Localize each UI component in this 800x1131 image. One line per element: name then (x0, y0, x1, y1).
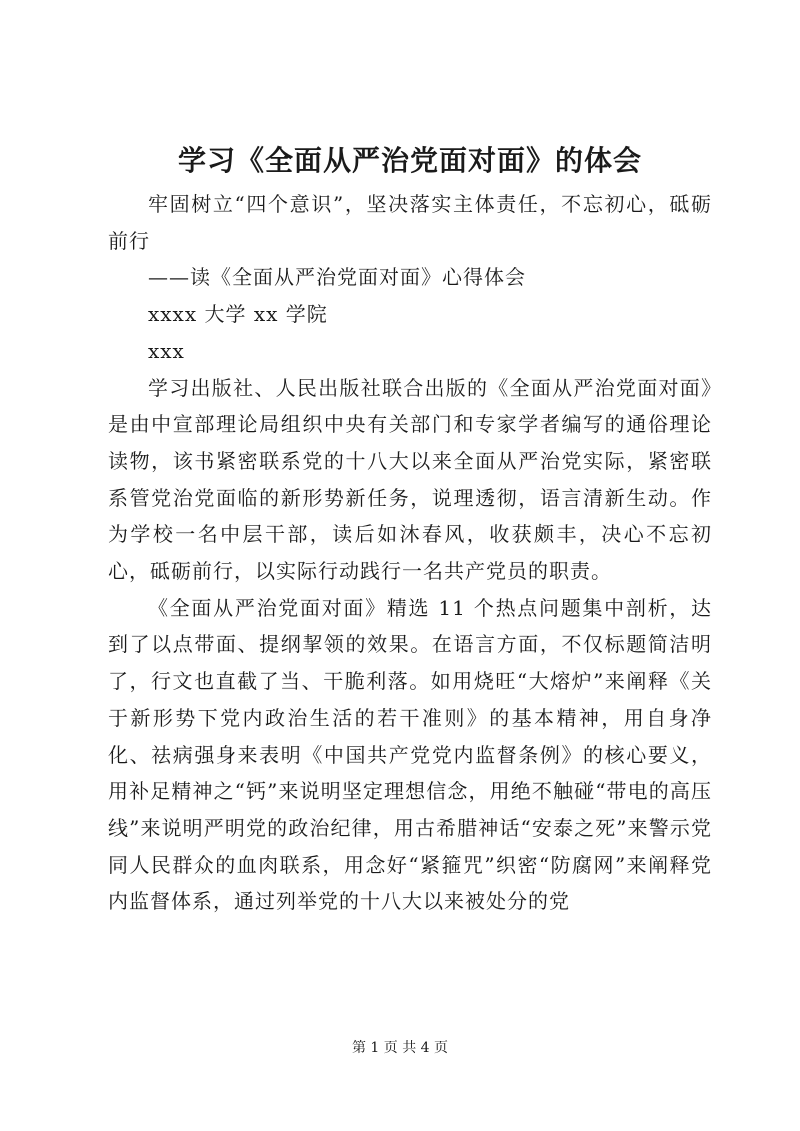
paragraph: 《全面从严治党面对面》精选 11 个热点问题集中剖析，达到了以点带面、提纲挈领的效果。在语言方面，不仅标题简洁明了，行文也直截了当、干脆利落。如用烧旺“大熔炉”来阐释《关于新形势下党内政治生活的若干准则》的基本精神，用自身净化、祛病强身来表明《中国共产党党内监督条例》的核心要义，用补足精神之“钙”来说明坚定理想信念，用绝不触碰“带电的高压线”来说明严明党的政治纪律，用古希腊神话“安泰之死”来警示党同人民群众的血肉联系，用念好“紧箍咒”织密“防腐网”来阐释党内监督体系，通过列举党的十八大以来被处分的党 (108, 595, 712, 914)
document-title: 学习《全面从严治党面对面》的体会 (177, 144, 642, 177)
author: xxx (148, 338, 185, 363)
subtitle: 牢固树立“四个意识”，坚决落实主体责任，不忘初心，砥砺前行 (108, 192, 712, 253)
paragraph: 学习出版社、人民出版社联合出版的《全面从严治党面对面》是由中宣部理论局组织中央有关部门和专家学者编写的通俗理论读物，该书紧密联系党的十八大以来全面从严治党实际，紧密联系管党治党面临的新形势新任务，说理透彻，语言清新生动。作为学校一名中层干部，读后如沐春风，收获颇丰，决心不忘初心，砥砺前行，以实际行动践行一名共产党员的职责。 (108, 375, 712, 584)
byline: ——读《全面从严治党面对面》心得体会 (148, 265, 526, 290)
page-footer: 第 1 页 共 4 页 (351, 1040, 449, 1056)
document-body (108, 186, 712, 920)
affiliation: xxxx 大学 xx 学院 (148, 302, 328, 327)
